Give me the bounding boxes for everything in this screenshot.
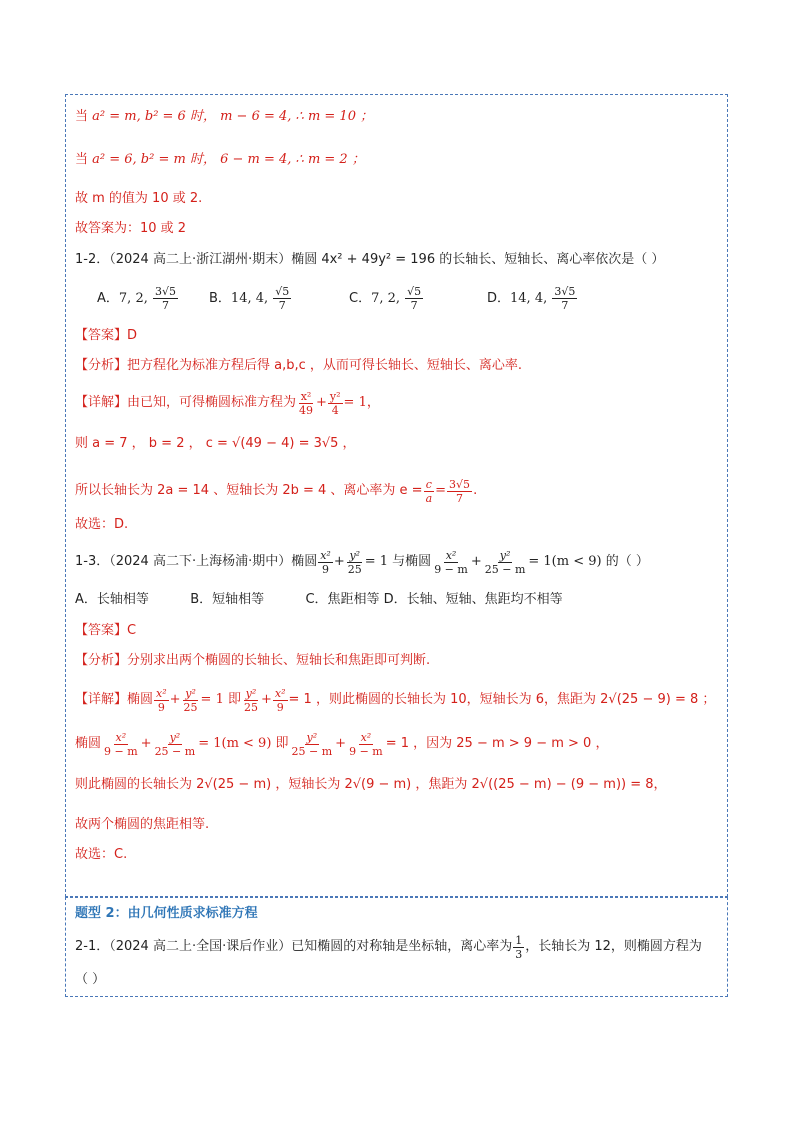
q12-options xyxy=(97,280,578,316)
q12-stem: 1-2．（2024 高二上·浙江湖州·期末）椭圆 4x² + 49y² = 196 的长轴长、短轴长、离心率依次是（ ） xyxy=(75,252,665,267)
q13-detail-2: 椭圆 $\frac{\text{x²}}{9 - m}$ + $\frac{\text{y²}}{25 - m}$ = 1(m < 9) 即 $\frac{\text{y²}}{25 - m}$ + $\frac{\text{x²}}{9 - m}$ = 1 ，因为 25 − m > 9 − m > 0 ， xyxy=(75,730,609,758)
q12-option-d: D．14, 4, $\frac{3√5}{7}$ xyxy=(487,284,576,312)
q12-option-c: C．7, 2, $\frac{√5}{7}$ xyxy=(349,284,422,312)
q12-answer: 【答案】D xyxy=(75,328,138,343)
q13-detail-4: 故两个椭圆的焦距相等. xyxy=(75,817,210,832)
q12-choice: 故选：D. xyxy=(75,517,129,532)
case2-line: 当 a² = 6, b² = m 时， 6 − m = 4, ∴ m = 2 ； xyxy=(75,152,365,167)
section2-title: 题型 2：由几何性质求标准方程 xyxy=(75,906,258,921)
q13-stem: 1-3．（2024 高二下·上海杨浦·期中）椭圆 $\frac{\text{x²}}{9}$ + $\frac{\text{y²}}{25}$ = 1 与椭圆 $\frac{\text{x²}}{9 - m}$ + $\frac{\text{y²}}{25 - m}$ = 1(m < 9) 的（ ） xyxy=(75,548,649,576)
q12-option-b: B．14, 4, $\frac{√5}{7}$ xyxy=(209,284,290,312)
q21-paren: （ ） xyxy=(75,972,106,987)
q13-detail-1: 【详解】椭圆 $\frac{\text{x²}}{9}$ + $\frac{\text{y²}}{25}$ = 1 即 $\frac{\text{y²}}{25}$ + $\frac{\text{x²}}{9}$ = 1 ，则此椭圆的长轴长为 10，短轴长为 6，焦距为 2√(25 − 9) = 8 ； xyxy=(75,686,716,714)
q13-answer: 【答案】C xyxy=(75,623,137,638)
q13-choice: 故选：C. xyxy=(75,847,128,862)
q13-detail-3: 则此椭圆的长轴长为 2√(25 − m) ，短轴长为 2√(9 − m) ，焦距为 2√((25 − m) − (9 − m)) = 8， xyxy=(75,777,667,792)
m-value-line: 故 m 的值为 10 或 2. xyxy=(75,191,203,206)
q12-option-a: A．7, 2, $\frac{3√5}{7}$ xyxy=(97,284,177,312)
case1-line: 当 a² = m, b² = 6 时， m − 6 = 4, ∴ m = 10 ； xyxy=(75,109,374,124)
q13-options: A．长轴相等 B．短轴相等 C．焦距相等 D．长轴、短轴、焦距均不相等 xyxy=(75,592,563,607)
q12-detail-2: 则 a = 7 ， b = 2 ， c = √(49 − 4) = 3√5 ， xyxy=(75,436,356,451)
q12-analysis: 【分析】把方程化为标准方程后得 a,b,c ，从而可得长轴长、短轴长、离心率. xyxy=(75,358,523,373)
q12-detail-1: 【详解】由已知，可得椭圆标准方程为 $\frac{\text{x²}}{49}$ + $\frac{\text{y²}}{4}$ = 1， xyxy=(75,389,380,417)
answer-line: 故答案为：10 或 2 xyxy=(75,221,187,236)
q13-analysis: 【分析】分别求出两个椭圆的长轴长、短轴长和焦距即可判断. xyxy=(75,653,431,668)
q12-detail-3: 所以长轴长为 2a = 14 、短轴长为 2b = 4 、离心率为 e = $\frac{c}{a}$ = $\frac{3√5}{7}$ . xyxy=(75,477,478,505)
q21-stem: 2-1．（2024 高二上·全国·课后作业）已知椭圆的对称轴是坐标轴，离心率为 $\frac{1}{3}$ ，长轴长为 12，则椭圆方程为 xyxy=(75,933,702,961)
